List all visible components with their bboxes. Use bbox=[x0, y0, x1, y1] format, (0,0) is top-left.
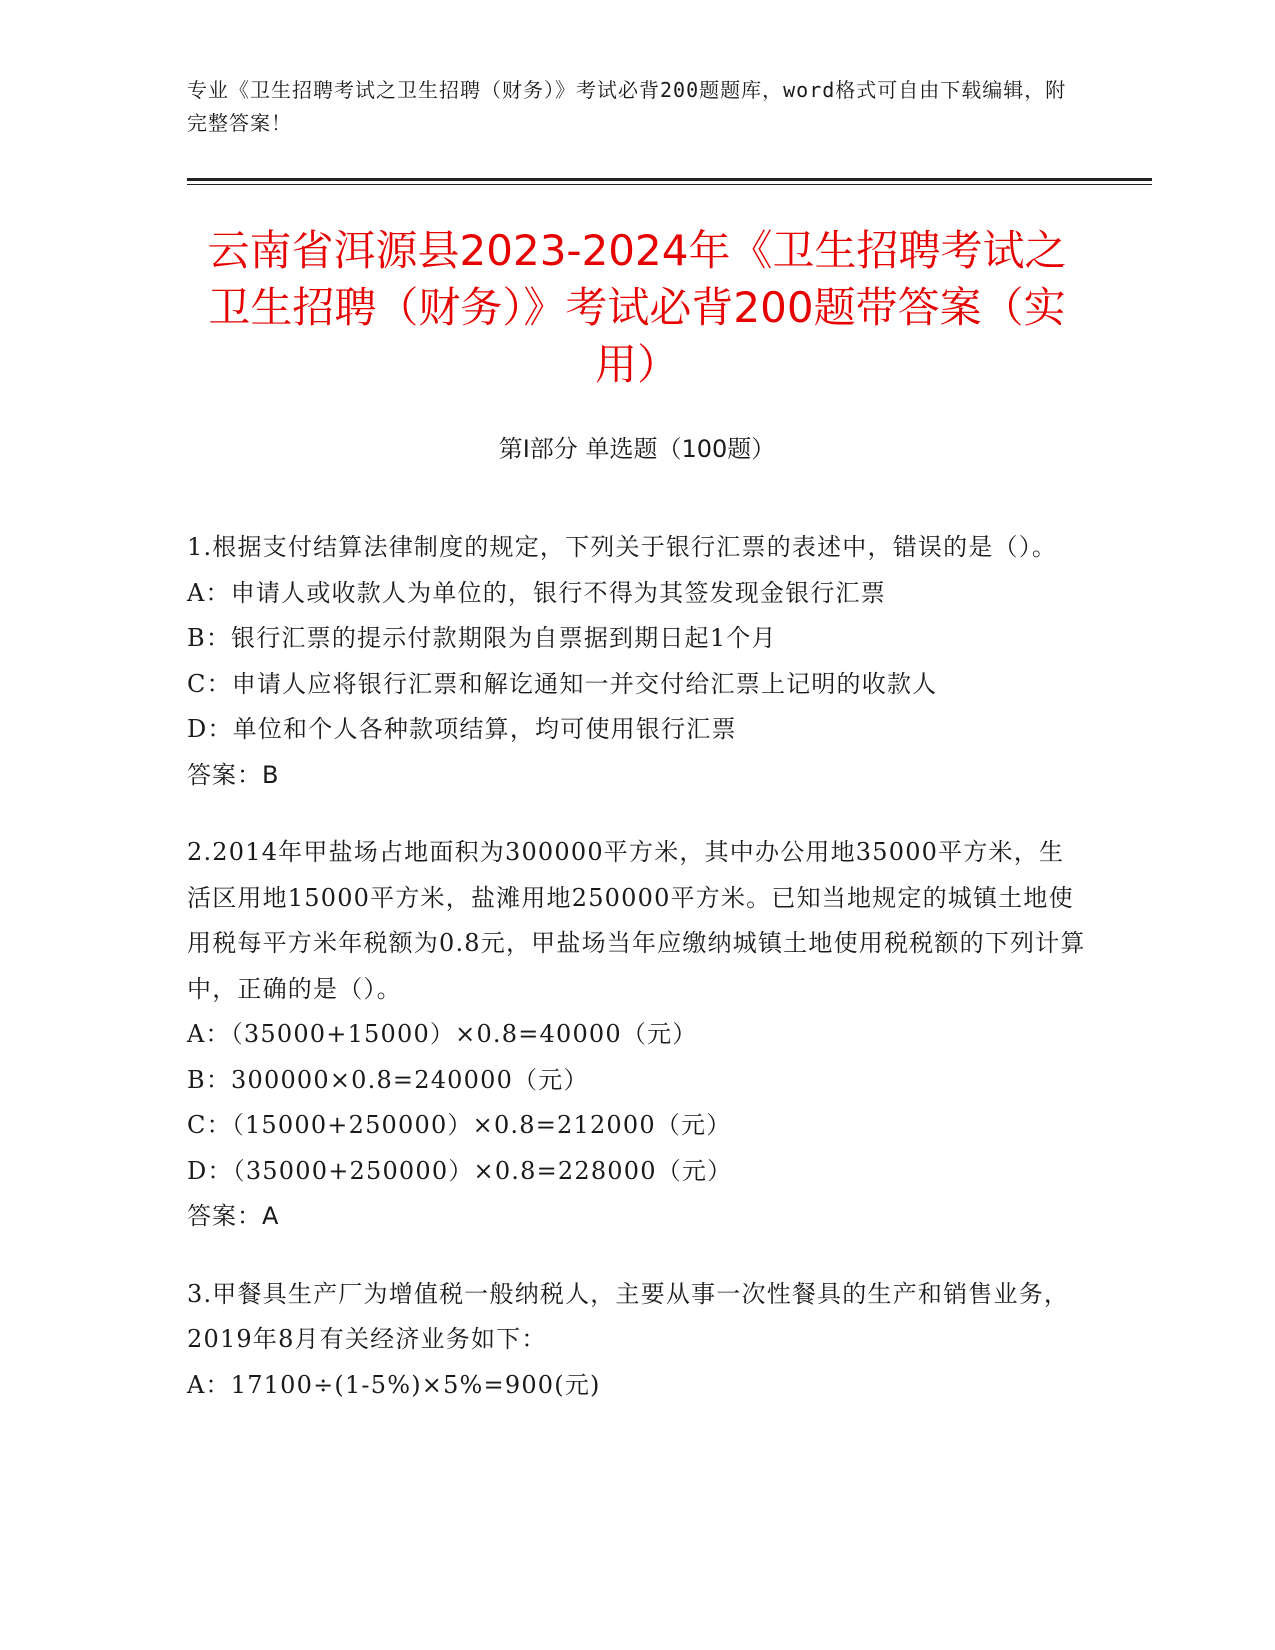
question-stem: 2.2014年甲盐场占地面积为300000平方米，其中办公用地35000平方米，生活区用地15000平方米，盐滩用地250000平方米。已知当地规定的城镇土地使用税每平方米年税额为0.8元，甲盐场当年应缴纳城镇土地使用税税额的下列计算中，正确的是（）。 bbox=[187, 838, 1086, 1003]
option-b: B：银行汇票的提示付款期限为自票据到期日起1个月 bbox=[187, 624, 777, 652]
option-d: D：（35000+250000）×0.8=228000（元） bbox=[187, 1156, 733, 1185]
page-title: 云南省洱源县2023-2024年《卫生招聘考试之卫生招聘（财务）》考试必背200题带答案（实用） bbox=[207, 226, 1067, 389]
question-stem: 3.甲餐具生产厂为增值税一般纳税人，主要从事一次性餐具的生产和销售业务，2019年8月有关经济业务如下： bbox=[187, 1279, 1070, 1353]
option-c: C：（15000+250000）×0.8=212000（元） bbox=[187, 1111, 732, 1139]
question-list bbox=[187, 525, 1087, 1440]
option-a: A：（35000+15000）×0.8=40000（元） bbox=[187, 1020, 698, 1048]
option-c: C：申请人应将银行汇票和解讫通知一并交付给汇票上记明的收款人 bbox=[187, 669, 938, 698]
question-1 bbox=[187, 525, 1087, 798]
header-divider-thin bbox=[187, 184, 1152, 185]
header-note: 专业《卫生招聘考试之卫生招聘（财务）》考试必背200题题库，word格式可自由下载编辑，附完整答案！ bbox=[187, 78, 1067, 135]
question-2 bbox=[187, 830, 1087, 1240]
header-divider-thick bbox=[187, 178, 1152, 181]
question-stem: 1.根据支付结算法律制度的规定，下列关于银行汇票的表述中，错误的是（）。 bbox=[187, 533, 1058, 561]
option-a: A：17100÷(1-5%)×5%=900(元) bbox=[187, 1370, 601, 1399]
answer: 答案：A bbox=[187, 1202, 280, 1230]
option-d: D：单位和个人各种款项结算，均可使用银行汇票 bbox=[187, 715, 737, 743]
section-title: 第Ⅰ部分 单选题（100题） bbox=[498, 435, 776, 463]
answer: 答案：B bbox=[187, 760, 280, 789]
option-a: A：申请人或收款人为单位的，银行不得为其签发现金银行汇票 bbox=[187, 578, 886, 607]
option-b: B：300000×0.8=240000（元） bbox=[187, 1065, 589, 1094]
question-3 bbox=[187, 1272, 1087, 1409]
